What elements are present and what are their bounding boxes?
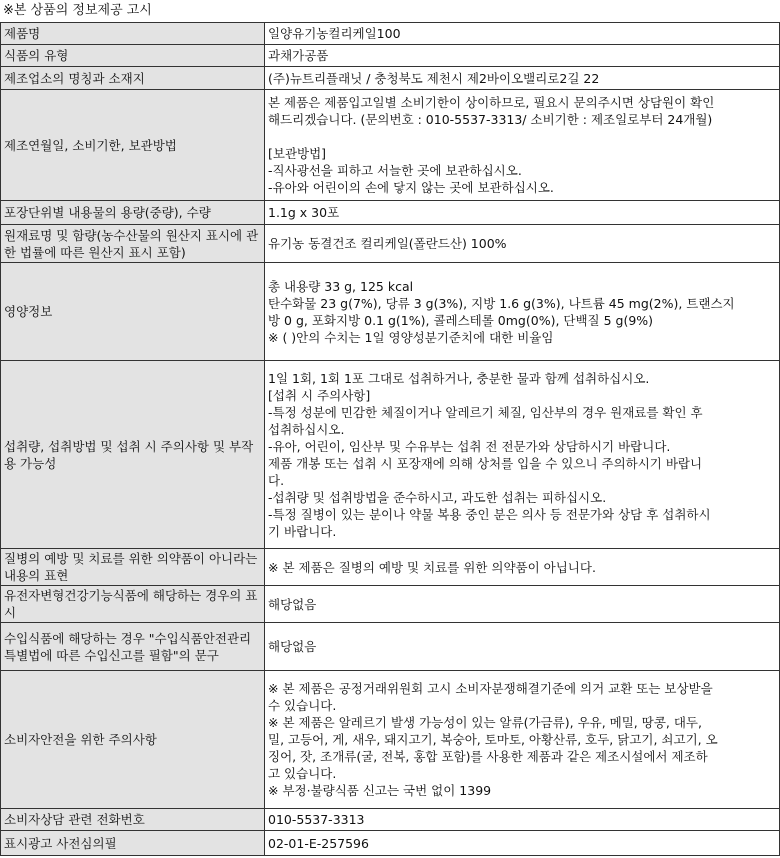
row-value	[265, 45, 780, 67]
row-value	[265, 263, 780, 361]
row-label: 질병의 예방 및 치료를 위한 의약품이 아니라는 내용의 표현	[1, 549, 265, 586]
info-row	[1, 45, 780, 67]
row-label: 유전자변형건강기능식품에 해당하는 경우의 표시	[1, 586, 265, 623]
value-line: ※ 부정·불량식품 신고는 국번 없이 1399	[268, 783, 492, 798]
value-line: 02-01-E-257596	[268, 835, 369, 851]
value-line: [보관방법]	[268, 146, 327, 161]
value-line: 과채가공품	[268, 48, 329, 63]
row-value	[265, 623, 780, 671]
value-line: 징어, 잣, 조개류(굴, 전복, 홍합 포함)를 사용한 제품과 같은 제조시설에서 제조하	[268, 749, 708, 764]
info-row	[1, 90, 780, 201]
row-label: 영양정보	[1, 263, 265, 361]
value-line: -유아, 어린이, 임산부 및 수유부는 섭취 전 전문가와 상담하시기 바랍니다.	[268, 438, 671, 454]
product-info-table	[0, 22, 780, 856]
value-line: 섭취하십시오.	[268, 421, 345, 437]
value-line: -특정 성분에 민감한 체질이거나 알레르기 체질, 임산부의 경우 원재료를 확인 후	[268, 404, 703, 420]
value-line: 일양유기농컬리케일100	[268, 26, 401, 41]
row-label: 제조연월일, 소비기한, 보관방법	[1, 90, 265, 201]
info-row	[1, 623, 780, 671]
value-line: 제품 개봉 또는 섭취 시 포장재에 의해 상처를 입을 수 있으니 주의하시기 바랍니	[268, 455, 703, 471]
row-label: 소비자상담 관련 전화번호	[1, 809, 265, 831]
row-value	[265, 225, 780, 263]
value-line: -특정 질병이 있는 분이나 약물 복용 중인 분은 의사 등 전문가와 상담 후 섭취하시	[268, 506, 711, 522]
info-row	[1, 831, 780, 856]
row-value	[265, 361, 780, 549]
value-line: 수 있습니다.	[268, 698, 337, 713]
info-row	[1, 671, 780, 809]
value-line: 해당없음	[268, 596, 317, 612]
value-line: -섭취량 및 섭취방법을 준수하시고, 과도한 섭취는 피하십시오.	[268, 489, 607, 505]
row-label: 포장단위별 내용물의 용량(중량), 수량	[1, 201, 265, 225]
value-line: 다.	[268, 472, 285, 488]
info-row	[1, 809, 780, 831]
value-line: 방 0 g, 포화지방 0.1 g(1%), 콜레스테롤 0mg(0%), 단백질 5 g(9%)	[268, 312, 654, 328]
row-value	[265, 671, 780, 809]
value-line: -직사광선을 피하고 서늘한 곳에 보관하십시오.	[268, 163, 522, 178]
value-line: 010-5537-3313	[268, 812, 365, 827]
row-label: 섭취량, 섭취방법 및 섭취 시 주의사항 및 부작용 가능성	[1, 361, 265, 549]
value-line: ※ 본 제품은 질병의 예방 및 치료를 위한 의약품이 아닙니다.	[268, 559, 596, 575]
info-row	[1, 23, 780, 45]
row-value	[265, 586, 780, 623]
info-row	[1, 549, 780, 586]
value-line: 1일 1회, 1회 1포 그대로 섭취하거나, 충분한 물과 함께 섭취하십시오.	[268, 370, 650, 386]
value-line: ※ 본 제품은 공정거래위원회 고시 소비자분쟁해결기준에 의거 교환 또는 보상받을	[268, 681, 713, 696]
value-line: 탄수화물 23 g(7%), 당류 3 g(3%), 지방 1.6 g(3%), 나트륨 45 mg(2%), 트랜스지	[268, 295, 735, 311]
row-value	[265, 90, 780, 201]
row-value	[265, 549, 780, 586]
value-line: 1.1g x 30포	[268, 205, 340, 220]
value-line	[268, 128, 776, 145]
value-line: 본 제품은 제품입고일별 소비기한이 상이하므로, 필요시 문의주시면 상담원이 확인	[268, 95, 715, 110]
row-label: 제품명	[1, 23, 265, 45]
row-label: 표시광고 사전심의필	[1, 831, 265, 856]
info-row	[1, 201, 780, 225]
value-line: [섭취 시 주의사항]	[268, 387, 371, 403]
row-value	[265, 23, 780, 45]
row-label: 소비자안전을 위한 주의사항	[1, 671, 265, 809]
info-row	[1, 67, 780, 90]
row-value	[265, 201, 780, 225]
value-line: 유기농 동결건조 컬리케일(폴란드산) 100%	[268, 236, 507, 251]
value-line: 해드리겠습니다. (문의번호 : 010-5537-3313/ 소비기한 : 제조일로부터 24개월)	[268, 112, 713, 127]
info-row	[1, 225, 780, 263]
notice-title: ※본 상품의 정보제공 고시	[3, 3, 152, 18]
info-row	[1, 263, 780, 361]
info-row	[1, 361, 780, 549]
value-line: ※ 본 제품은 알레르기 발생 가능성이 있는 알류(가금류), 우유, 메밀, 땅콩, 대두,	[268, 715, 702, 730]
value-line: 해당없음	[268, 639, 317, 654]
row-value	[265, 809, 780, 831]
row-value	[265, 67, 780, 90]
row-label: 식품의 유형	[1, 45, 265, 67]
value-line: (주)뉴트리플래닛 / 충청북도 제천시 제2바이오밸리로2길 22	[268, 70, 600, 86]
value-line: 총 내용량 33 g, 125 kcal	[268, 278, 414, 294]
info-row	[1, 586, 780, 623]
value-line: 밀, 고등어, 게, 새우, 돼지고기, 복숭아, 토마토, 아황산류, 호두, 닭고기, 쇠고기, 오	[268, 732, 718, 747]
row-label: 수입식품에 해당하는 경우 "수입식품안전관리특별법에 따른 수입신고를 필함"의 문구	[1, 623, 265, 671]
row-label: 원재료명 및 함량(농수산물의 원산지 표시에 관한 법률에 따른 원산지 표시 포함)	[1, 225, 265, 263]
row-label: 제조업소의 명칭과 소재지	[1, 67, 265, 90]
value-line: ※ ( )안의 수치는 1일 영양성분기준치에 대한 비율임	[268, 329, 554, 345]
value-line: 기 바랍니다.	[268, 523, 337, 539]
row-value	[265, 831, 780, 856]
value-line: 고 있습니다.	[268, 766, 337, 781]
value-line: -유아와 어린이의 손에 닿지 않는 곳에 보관하십시오.	[268, 180, 554, 195]
